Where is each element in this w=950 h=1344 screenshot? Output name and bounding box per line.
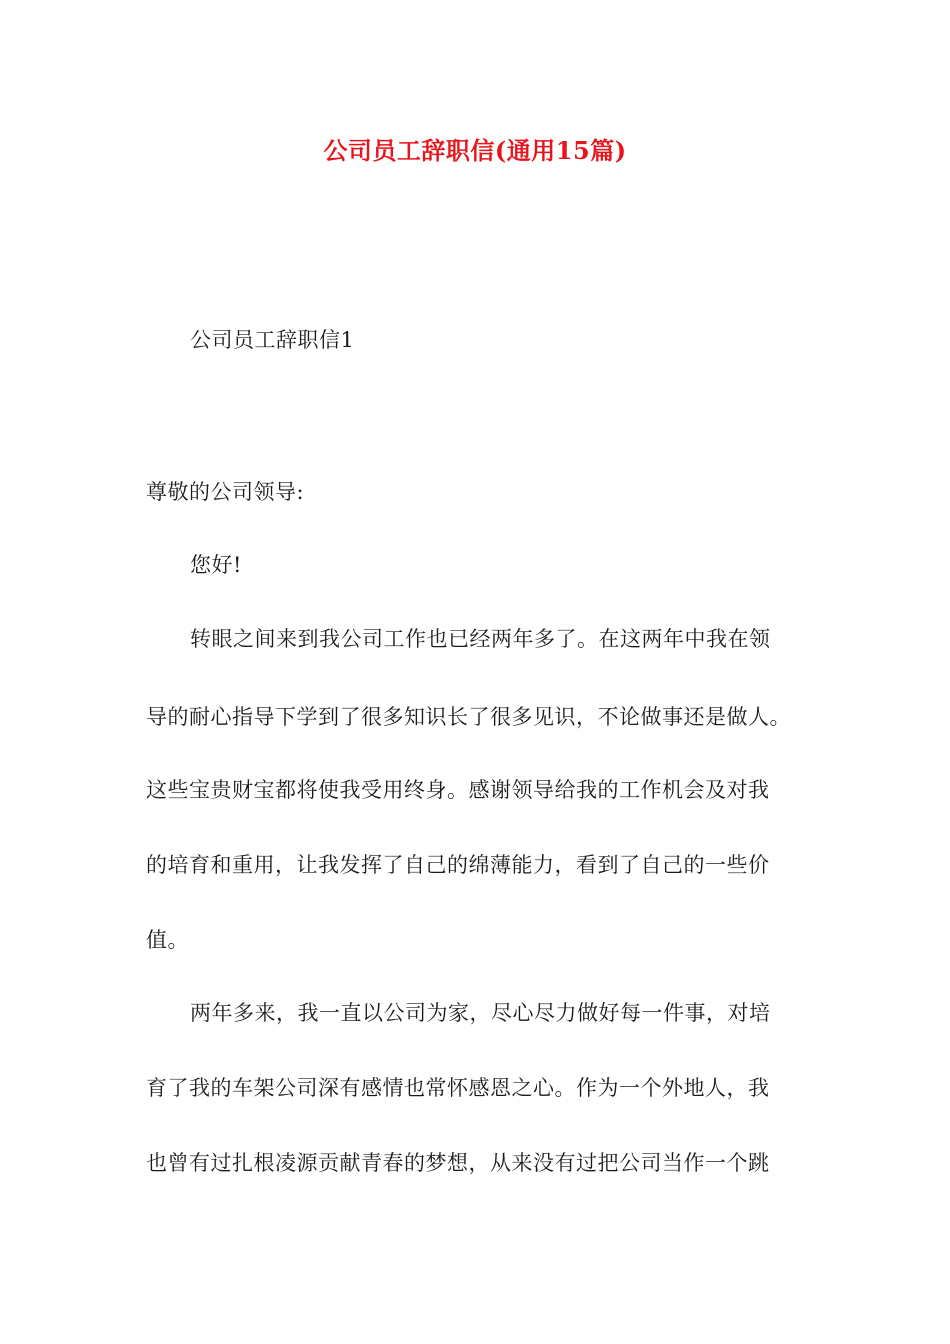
paragraph-2-line-2: 育了我的车架公司深有感情也常怀感恩之心。作为一个外地人，我 xyxy=(146,1076,770,1100)
paragraph-1-line-4: 的培育和重用，让我发挥了自己的绵薄能力，看到了自己的一些价 xyxy=(146,853,770,877)
section-heading: 公司员工辞职信1 xyxy=(190,328,355,352)
paragraph-1-line-1: 转眼之间来到我公司工作也已经两年多了。在这两年中我在领 xyxy=(190,627,771,651)
document-title: 公司员工辞职信(通用15篇) xyxy=(323,136,627,165)
paragraph-1-line-3: 这些宝贵财宝都将使我受用终身。感谢领导给我的工作机会及对我 xyxy=(146,778,770,802)
salutation: 尊敬的公司领导: xyxy=(146,480,305,504)
paragraph-2-line-1: 两年多来，我一直以公司为家，尽心尽力做好每一件事，对培 xyxy=(190,1001,771,1025)
paragraph-1-line-5: 值。 xyxy=(146,928,189,952)
paragraph-1-line-2: 导的耐心指导下学到了很多知识长了很多见识，不论做事还是做人。 xyxy=(146,705,791,729)
paragraph-2-line-3: 也曾有过扎根凌源贡献青春的梦想，从来没有过把公司当作一个跳 xyxy=(146,1151,770,1175)
greeting: 您好! xyxy=(190,553,242,577)
